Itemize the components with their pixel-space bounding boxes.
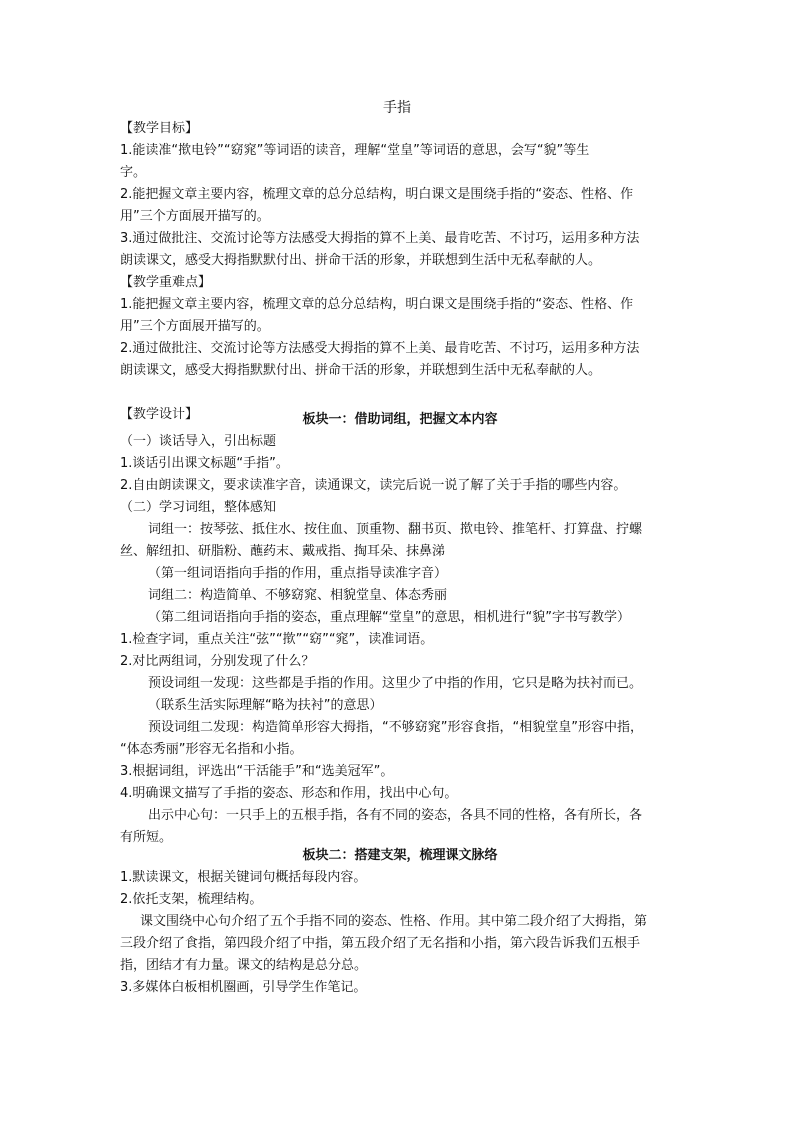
- block-1-item-2: 2.自由朗读课文，要求读准字音，读通课文，读完后说一说了解了关于手指的哪些内容。: [120, 478, 627, 493]
- preset-group-1: 预设词组一发现：这些都是手指的作用。这里少了中指的作用，它只是略为扶衬而已。: [148, 676, 643, 691]
- goals-section: [120, 118, 680, 426]
- key-1-line-1: 1.能把握文章主要内容，梳理文章的总分总结构，明白课文是围绕手指的“姿态、性格、作: [120, 297, 634, 312]
- central-sentence-line-1: 出示中心句：一只手上的五根手指，各有不同的姿态，各具不同的性格，各有所长，各: [148, 808, 643, 823]
- block-2-section: [120, 845, 680, 999]
- preset-group-2-line-1: 预设词组二发现：构造简单形容大拇指，“不够窈窕”形容食指，“相貌堂皇”形容中指，: [148, 720, 643, 735]
- word-group-1-note: （第一组词语指向手指的作用，重点指导读准字音）: [148, 566, 448, 581]
- block-2-paragraph-line-3: 指，团结才有力量。课文的结构是总分总。: [120, 958, 368, 973]
- key-1-line-2: 用”三个方面展开描写的。: [120, 319, 270, 334]
- block-1-item-3: 1.检查字词，重点关注“弦”“揿”“窈”“窕”，读准词语。: [120, 632, 434, 647]
- block-2-paragraph-line-2: 三段介绍了食指，第四段介绍了中指，第五段介绍了无名指和小指，第六段告诉我们五根手: [120, 936, 641, 951]
- document-title: 手指: [383, 100, 411, 116]
- block-2-item-1: 1.默读课文，根据关键词句概括每段内容。: [120, 870, 367, 885]
- goal-3-line-1: 3.通过做批注、交流讨论等方法感受大拇指的算不上美、最肯吃苦、不讨巧，运用多种方法: [120, 231, 640, 246]
- word-group-2-note: （第二组词语指向手指的姿态，重点理解“堂皇”的意思，相机进行“貌”字书写教学）: [148, 610, 630, 625]
- key-points-header: 【教学重难点】: [120, 275, 212, 290]
- key-2-line-2: 朗读课文，感受大拇指默默付出、拼命干活的形象，并联想到生活中无私奉献的人。: [120, 363, 602, 378]
- central-sentence-line-2: 有所短。: [120, 830, 173, 845]
- block-1-item-5: 3.根据词组，评选出“干活能手”和“选美冠军”。: [120, 764, 394, 779]
- block-1-item-4: 2.对比两组词，分别发现了什么？: [120, 654, 315, 669]
- block-1-item-1: 1.谈话引出课文标题“手指”。: [120, 456, 289, 471]
- block-1-title: 板块一：借助词组，把握文本内容: [302, 412, 498, 427]
- goals-header: 【教学目标】: [120, 121, 199, 136]
- block-1-subsection-2: （二）学习词组，整体感知: [120, 500, 277, 515]
- word-group-1-line-2: 丝、解纽扣、研脂粉、蘸药末、戴戒指、掏耳朵、抹鼻涕: [120, 544, 446, 559]
- goal-2-line-2: 用”三个方面展开描写的。: [120, 209, 270, 224]
- block-1-section: [120, 409, 680, 849]
- word-group-1-line-1: 词组一：按琴弦、抵住水、按住血、顶重物、翻书页、揿电铃、推笔杆、打算盘、拧螺: [148, 522, 643, 537]
- preset-group-2-line-2: “体态秀丽”形容无名指和小指。: [120, 742, 303, 757]
- spacer: [120, 382, 680, 404]
- block-2-title: 板块二：搭建支架，梳理课文脉络: [302, 848, 498, 863]
- block-2-item-2: 2.依托支架，梳理结构。: [120, 892, 263, 907]
- block-2-item-3: 3.多媒体白板相机圈画，引导学生作笔记。: [120, 980, 367, 995]
- goal-3-line-2: 朗读课文，感受大拇指默默付出、拼命干活的形象，并联想到生活中无私奉献的人。: [120, 253, 602, 268]
- key-2-line-1: 2.通过做批注、交流讨论等方法感受大拇指的算不上美、最肯吃苦、不讨巧，运用多种方法: [120, 341, 640, 356]
- word-group-2: 词组二：构造简单、不够窈窕、相貌堂皇、体态秀丽: [148, 588, 448, 603]
- design-header: 【教学设计】: [120, 407, 199, 422]
- block-2-paragraph-line-1: 课文围绕中心句介绍了五个手指不同的姿态、性格、作用。其中第二段介绍了大拇指，第: [140, 914, 648, 929]
- block-1-subsection-1: （一）谈话导入，引出标题: [120, 434, 277, 449]
- goal-1-line-2: 字。: [120, 165, 147, 180]
- goal-2-line-1: 2.能把握文章主要内容，梳理文章的总分总结构，明白课文是围绕手指的“姿态、性格、作: [120, 187, 634, 202]
- goal-1-line-1: 1.能读准“揿电铃”“窈窕”等词语的读音，理解“堂皇”等词语的意思，会写“貌”等生: [120, 143, 590, 158]
- preset-group-1-note: （联系生活实际理解“略为扶衬”的意思）: [148, 698, 383, 713]
- block-1-item-6: 4.明确课文描写了手指的姿态、形态和作用，找出中心句。: [120, 786, 458, 801]
